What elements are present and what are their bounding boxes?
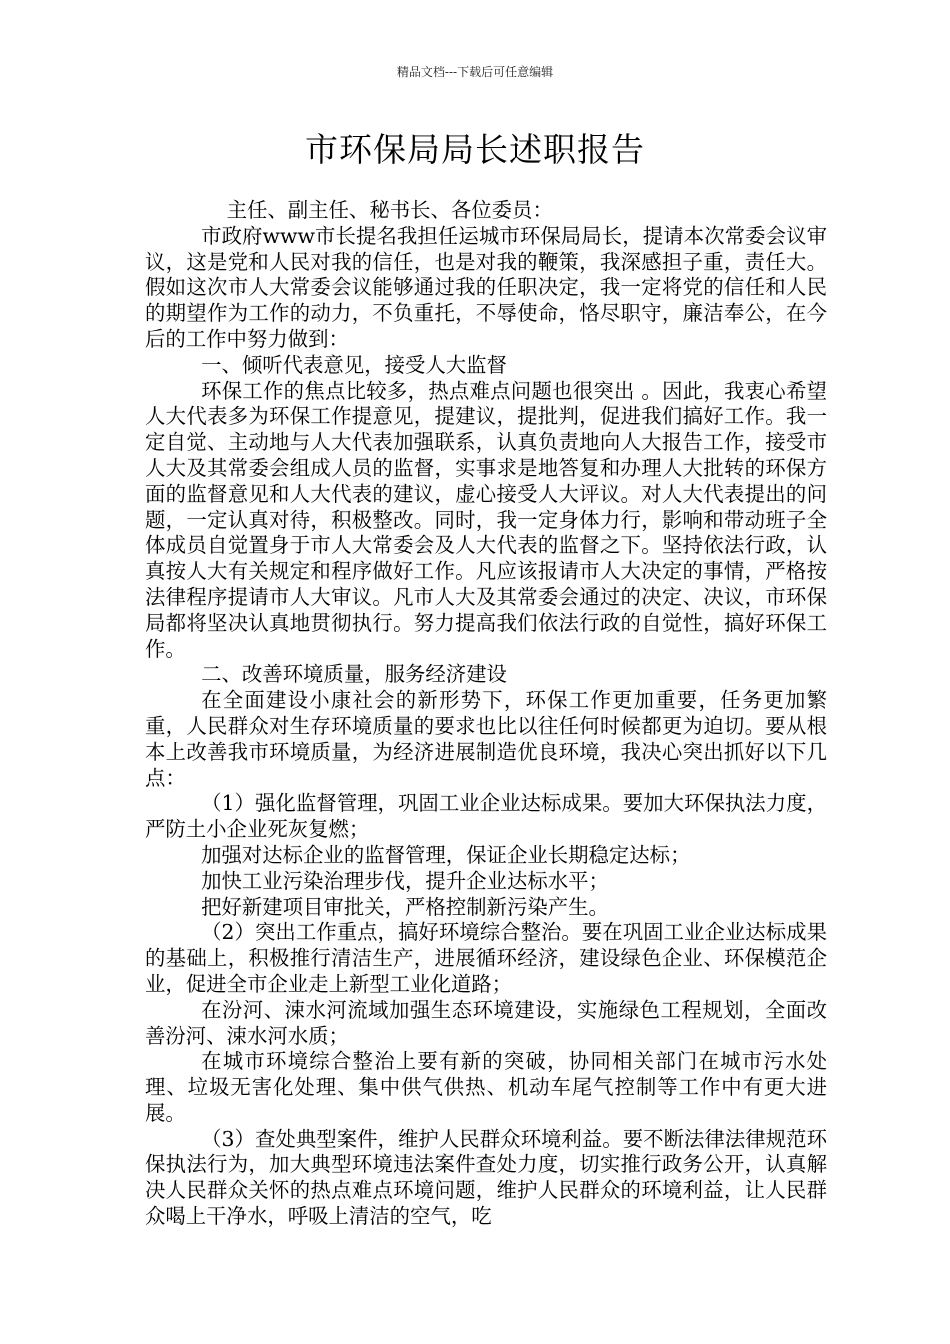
body-paragraph: 在全面建设小康社会的新形势下，环保工作更加重要，任务更加繁重，人民群众对生存环境质量的要求也比以往任何时候都更为迫切。要从根本上改善我市环境质量，为经济进展制造优良环境，我决心突出抓好以下几点： — [145, 688, 827, 790]
section-heading: 二、改善环境质量，服务经济建设 — [201, 662, 507, 687]
salutation: 主任、副主任、秘书长、各位委员： — [226, 198, 553, 222]
document-header-note: 精品文档---下载后可任意编辑 — [396, 65, 554, 79]
body-paragraph: 加快工业污染治理步伐，提升企业达标水平； — [201, 868, 609, 893]
body-paragraph: 把好新建项目审批关，严格控制新污染产生。 — [201, 894, 609, 919]
body-paragraph: 在城市环境综合整治上要有新的突破，协同相关部门在城市污水处理、垃圾无害化处理、集中供气供热、机动车尾气控制等工作中有更大进展。 — [145, 1049, 827, 1125]
body-paragraph: 加强对达标企业的监督管理，保证企业长期稳定达标； — [201, 842, 691, 867]
body-paragraph: 在汾河、涑水河流域加强生态环境建设，实施绿色工程规划，全面改善汾河、涑水河水质； — [145, 997, 827, 1048]
body-paragraph: （2）突出工作重点，搞好环境综合整治。要在巩固工业企业达标成果的基础上，积极推行清洁生产，进展循环经济，建设绿色企业、环保模范企业，促进全市企业走上新型工业化道路； — [145, 920, 827, 996]
body-paragraph: （3）查处典型案件，维护人民群众环境利益。要不断法律法律规范环保执法行为，加大典型环境违法案件查处力度，切实推行政务公开，认真解决人民群众关怀的热点难点环境问题，维护人民群众的环境利益，让人民群众喝上干净水，呼吸上清洁的空气，吃 — [145, 1126, 827, 1229]
body-paragraph: 市政府www市长提名我担任运城市环保局局长，提请本次常委会议审议，这是党和人民对我的信任，也是对我的鞭策，我深感担子重，责任大。假如这次市人大常委会议能够通过我的任职决定，我一定将党的信任和人民的期望作为工作的动力，不负重托，不辱使命，恪尽职守，廉洁奉公，在今后的工作中努力做到： — [145, 223, 827, 351]
body-paragraph: （1）强化监督管理，巩固工业企业达标成果。要加大环保执法力度，严防土小企业死灰复燃； — [145, 791, 827, 842]
document-title: 市环保局局长述职报告 — [305, 130, 645, 169]
section-heading: 一、倾听代表意见，接受人大监督 — [201, 352, 507, 377]
document-body — [145, 198, 827, 1230]
body-paragraph: 环保工作的焦点比较多，热点难点问题也很突出 。因此，我衷心希望人大代表多为环保工作提意见，提建议，提批判，促进我们搞好工作。我一定自觉、主动地与人大代表加强联系，认真负责地向人大报告工作，接受市人大及其常委会组成人员的监督，实事求是地答复和办理人大批转的环保方面的监督意见和人大代表的建议，虚心接受人大评议。对人大代表提出的问题，一定认真对待，积极整改。同时，我一定身体力行，影响和带动班子全体成员自觉置身于市人大常委会及人大代表的监督之下。坚持依法行政，认真按人大有关规定和程序做好工作。凡应该报请市人大决定的事情，严格按法律程序提请市人大审议。凡市人大及其常委会通过的决定、决议，市环保局都将坚决认真地贯彻执行。努力提高我们依法行政的自觉性，搞好环保工作。 — [145, 378, 827, 661]
